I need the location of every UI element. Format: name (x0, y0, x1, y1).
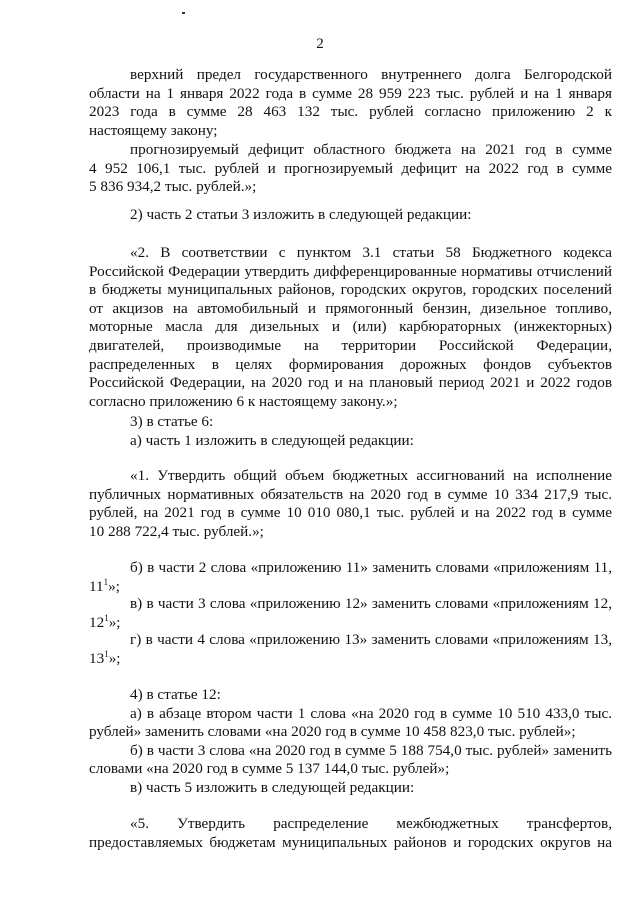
text-line: 2) часть 2 статьи 3 изложить в следующей редакции: (130, 206, 472, 223)
superscript: 1 (104, 612, 109, 623)
text-line: 5 836 934,2 тыс. рублей.»; (89, 178, 257, 196)
text-line: области на 1 января 2022 года в сумме 28 959 223 тыс. рублей и на 1 января (89, 84, 612, 102)
text-line: «5. Утвердить распределение межбюджетных трансфертов, (130, 815, 612, 832)
text-line: предоставляемых бюджетам муниципальных районов и городских округов на (89, 833, 612, 851)
text-suffix: »; (108, 613, 121, 631)
paragraph-item-4 (89, 686, 612, 798)
paragraph-debt-limit (89, 66, 612, 140)
text-line: 4 952 106,1 тыс. рублей и прогнозируемый дефицит на 2022 год в сумме (89, 159, 612, 177)
text-suffix: »; (108, 649, 121, 667)
text-line: «1. Утвердить общий объем бюджетных ассигнований на исполнение (130, 467, 612, 484)
text-line: распределенных в целях формирования дорожных фондов субъектов (89, 355, 612, 373)
text-line: 10 288 722,4 тыс. рублей.»; (89, 522, 264, 540)
text-line: рублей» заменить словами «на 2020 год в сумме 10 458 823,0 тыс. рублей»; (89, 723, 576, 741)
text-suffix: »; (108, 577, 120, 595)
text-line: настоящему закону; (89, 121, 218, 139)
paragraph-deficit (89, 141, 612, 197)
text-line: от акцизов на автомобильный и прямогонный бензин, дизельное топливо, (89, 299, 612, 317)
text-line: в) часть 5 изложить в следующей редакции: (130, 778, 415, 796)
superscript-base: 12 (89, 613, 105, 631)
text-line: а) часть 1 изложить в следующей редакции: (130, 431, 414, 449)
text-line: «2. В соответствии с пунктом 3.1 статьи 58 Бюджетного кодекса (130, 244, 612, 261)
text-line (89, 578, 612, 597)
page-number: 2 (316, 36, 324, 52)
text-line: верхний предел государственного внутреннего долга Белгородской (130, 66, 612, 83)
paragraph-item-2 (89, 206, 612, 225)
superscript: 1 (103, 576, 109, 587)
text-line: в бюджеты муниципальных районов, городских округов, городских поселений (89, 281, 612, 299)
text-line: 2023 года в сумме 28 463 132 тыс. рублей согласно приложению 2 к (89, 103, 612, 121)
text-line: б) в части 3 слова «на 2020 год в сумме 5 188 754,0 тыс. рублей» заменить (130, 741, 612, 759)
text-line: двигателей, производимые на территории Российской Федерации, (89, 336, 612, 354)
text-line: а) в абзаце втором части 1 слова «на 2020 год в сумме 10 510 433,0 тыс. (130, 704, 612, 722)
scan-speck (182, 12, 185, 14)
superscript: 1 (104, 648, 109, 659)
paragraph-item-3d (89, 631, 612, 668)
text-line: Российской Федерации, на 2020 год и на плановый период 2021 и 2022 годов (89, 374, 612, 392)
text-line: согласно приложению 6 к настоящему закону.»; (89, 392, 398, 410)
text-line (89, 614, 612, 633)
text-line: публичных нормативных обязательств на 2020 год в сумме 10 334 217,9 тыс. (89, 485, 612, 503)
superscript-base: 13 (89, 649, 105, 667)
superscript-base: 11 (89, 577, 104, 595)
text-line: Российской Федерации утвердить дифференцированные нормативы отчислений (89, 262, 612, 280)
text-line: в) в части 3 слова «приложению 12» заменить словами «приложениям 12, (130, 595, 612, 612)
text-line: прогнозируемый дефицит областного бюджета на 2021 год в сумме (130, 141, 612, 158)
text-line: словами «на 2020 год в сумме 5 137 144,0 тыс. рублей»; (89, 760, 450, 778)
text-line (89, 650, 612, 669)
text-line: 3) в статье 6: (130, 413, 214, 430)
paragraph-article-3-text (89, 244, 612, 411)
text-line: моторные масла для дизельных и (или) карбюраторных (инжекторных) (89, 318, 612, 336)
paragraph-item-3 (89, 413, 612, 450)
paragraph-transfers (89, 815, 612, 852)
text-line: рублей, на 2021 год в сумме 10 010 080,1 тыс. рублей и на 2022 год в сумме (89, 504, 612, 522)
paragraph-item-3c (89, 595, 612, 632)
text-line: б) в части 2 слова «приложению 11» заменить словами «приложениям 11, (130, 559, 612, 576)
paragraph-item-3b (89, 559, 612, 596)
paragraph-obligations (89, 467, 612, 541)
text-line: г) в части 4 слова «приложению 13» заменить словами «приложениям 13, (130, 631, 612, 648)
text-line: 4) в статье 12: (130, 686, 221, 703)
